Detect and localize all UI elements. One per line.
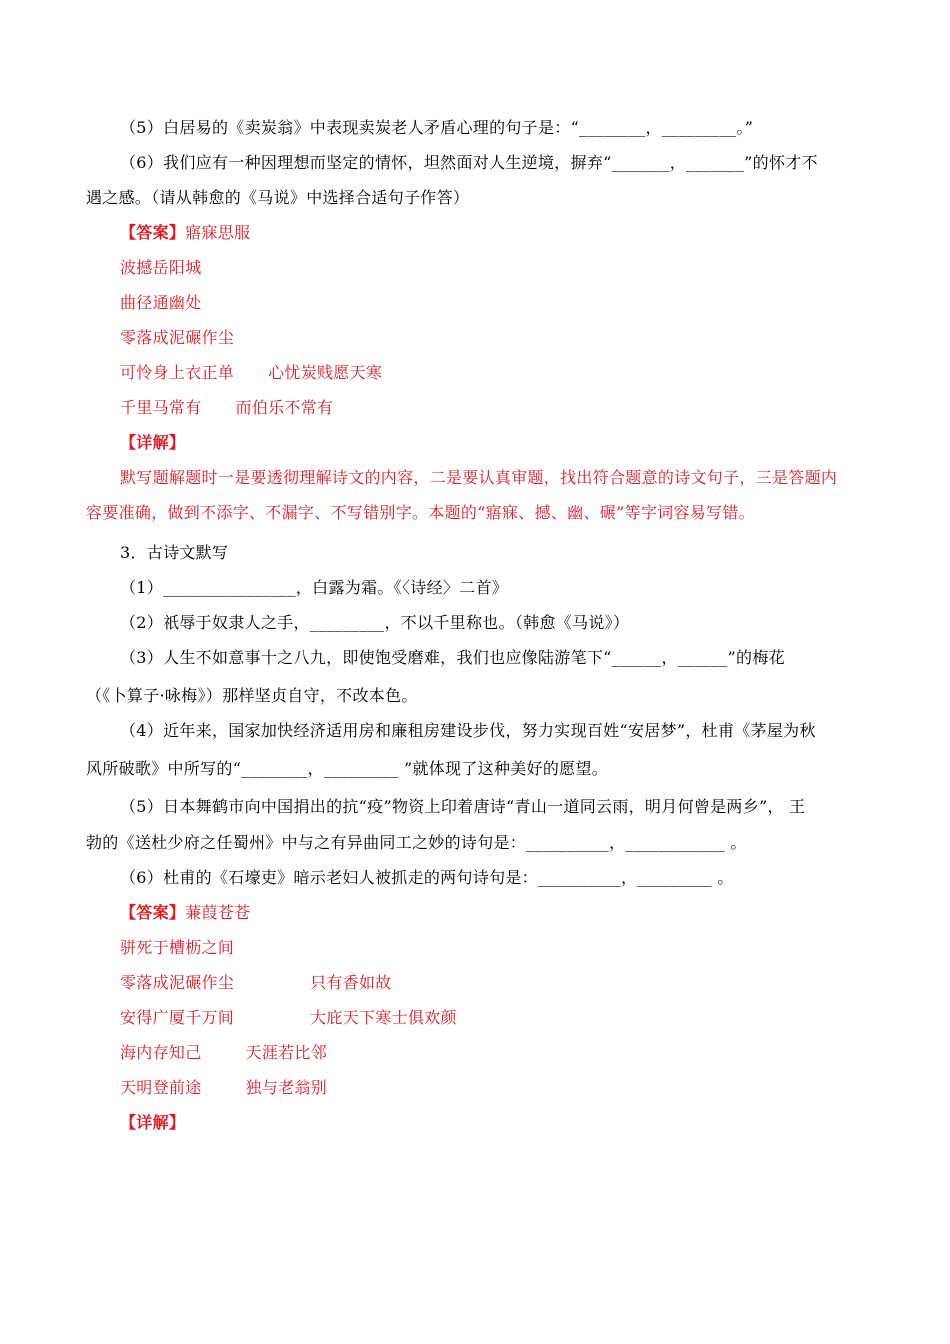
s3-question-4-line-2: 风所破歌》中所写的“________，_________ ”就体现了这种美好的愿望。 bbox=[86, 759, 609, 778]
answer-line: 零落成泥碾作尘 bbox=[120, 328, 235, 347]
s3-question-5-line-2: 勃的《送杜少府之任蜀州》中与之有异曲同工之妙的诗句是：__________，____________ 。 bbox=[86, 833, 747, 852]
s3-question-4-line-1: （4）近年来，国家加快经济适用房和廉租房建设步伐，努力实现百姓“安居梦”，杜甫《茅屋为秋 bbox=[120, 721, 816, 740]
s3-question-1: （1）________________，白露为霜。《〈诗经〉二首》 bbox=[120, 578, 509, 597]
answer-line-pair bbox=[120, 398, 900, 418]
answer-text: 心忧炭贱愿天寒 bbox=[268, 363, 383, 382]
answer-block-1 bbox=[120, 223, 900, 243]
answer-line: 曲径通幽处 bbox=[120, 293, 202, 312]
detail-tag: 【详解】 bbox=[120, 433, 186, 452]
question-6-line-1: （6）我们应有一种因理想而坚定的情怀，坦然面对人生逆境，摒弃“_______，_______”的怀才不 bbox=[120, 153, 818, 172]
answer-text: 海内存知己 bbox=[120, 1043, 202, 1062]
answer-line: 骈死于槽枥之间 bbox=[120, 938, 235, 957]
question-6-line-2: 遇之感。（请从韩愈的《马说》中选择合适句子作答） bbox=[86, 188, 470, 207]
answer-text: 寤寐思服 bbox=[185, 223, 251, 242]
answer-text: 可怜身上衣正单 bbox=[120, 363, 235, 382]
answer-text: 只有香如故 bbox=[310, 973, 392, 992]
s3-question-5-line-1: （5）日本舞鹤市向中国捐出的抗“疫”物资上印着唐诗“青山一道同云雨，明月何曾是两乡”， 王 bbox=[120, 797, 806, 816]
s3-question-2: （2）祇辱于奴隶人之手，_________，不以千里称也。（韩愈《马说》） bbox=[120, 613, 630, 632]
answer-line-pair bbox=[120, 1043, 900, 1063]
s3-question-3-line-1: （3）人生不如意事十之八九，即使饱受磨难，我们也应像陆游笔下“______，______”的梅花 bbox=[120, 648, 785, 667]
answer-line-pair bbox=[120, 1008, 900, 1028]
answer-text: 天涯若比邻 bbox=[245, 1043, 328, 1062]
answer-text: 天明登前途 bbox=[120, 1078, 202, 1097]
answer-tag: 【答案】 bbox=[120, 903, 186, 922]
answer-line-pair bbox=[120, 973, 900, 993]
answer-text: 而伯乐不常有 bbox=[235, 398, 334, 417]
answer-tag: 【答案】 bbox=[120, 223, 186, 242]
answer-line-pair bbox=[120, 363, 900, 383]
answer-text: 安得广厦千万间 bbox=[120, 1008, 235, 1027]
s3-detail-tag: 【详解】 bbox=[120, 1113, 186, 1132]
answer-line-pair bbox=[120, 1078, 900, 1098]
section-title: 3．古诗文默写 bbox=[120, 543, 229, 562]
answer-text: 大庇天下寒士俱欢颜 bbox=[310, 1008, 457, 1027]
answer-text: 蒹葭苍苍 bbox=[185, 903, 251, 922]
detail-line-1: 默写题解题时一是要透彻理解诗文的内容，二是要认真审题，找出符合题意的诗文句子，三是答题内 bbox=[120, 468, 838, 487]
s3-question-3-line-2: （《卜算子·咏梅》）那样坚贞自守，不改本色。 bbox=[86, 686, 418, 705]
answer-line: 波撼岳阳城 bbox=[120, 258, 202, 277]
answer-text: 独与老翁别 bbox=[245, 1078, 328, 1097]
s3-question-6: （6）杜甫的《石壕吏》暗示老妇人被抓走的两句诗句是：__________，_________ 。 bbox=[120, 868, 734, 887]
answer-text: 千里马常有 bbox=[120, 398, 202, 417]
s3-answer-block-1 bbox=[120, 903, 900, 923]
detail-line-2: 容要准确，做到不添字、不漏字、不写错别字。本题的“寤寐、撼、幽、碾”等字词容易写错。 bbox=[86, 503, 755, 522]
question-5: （5）白居易的《卖炭翁》中表现卖炭老人矛盾心理的句子是：“________，_________。” bbox=[120, 118, 754, 137]
answer-text: 零落成泥碾作尘 bbox=[120, 973, 235, 992]
